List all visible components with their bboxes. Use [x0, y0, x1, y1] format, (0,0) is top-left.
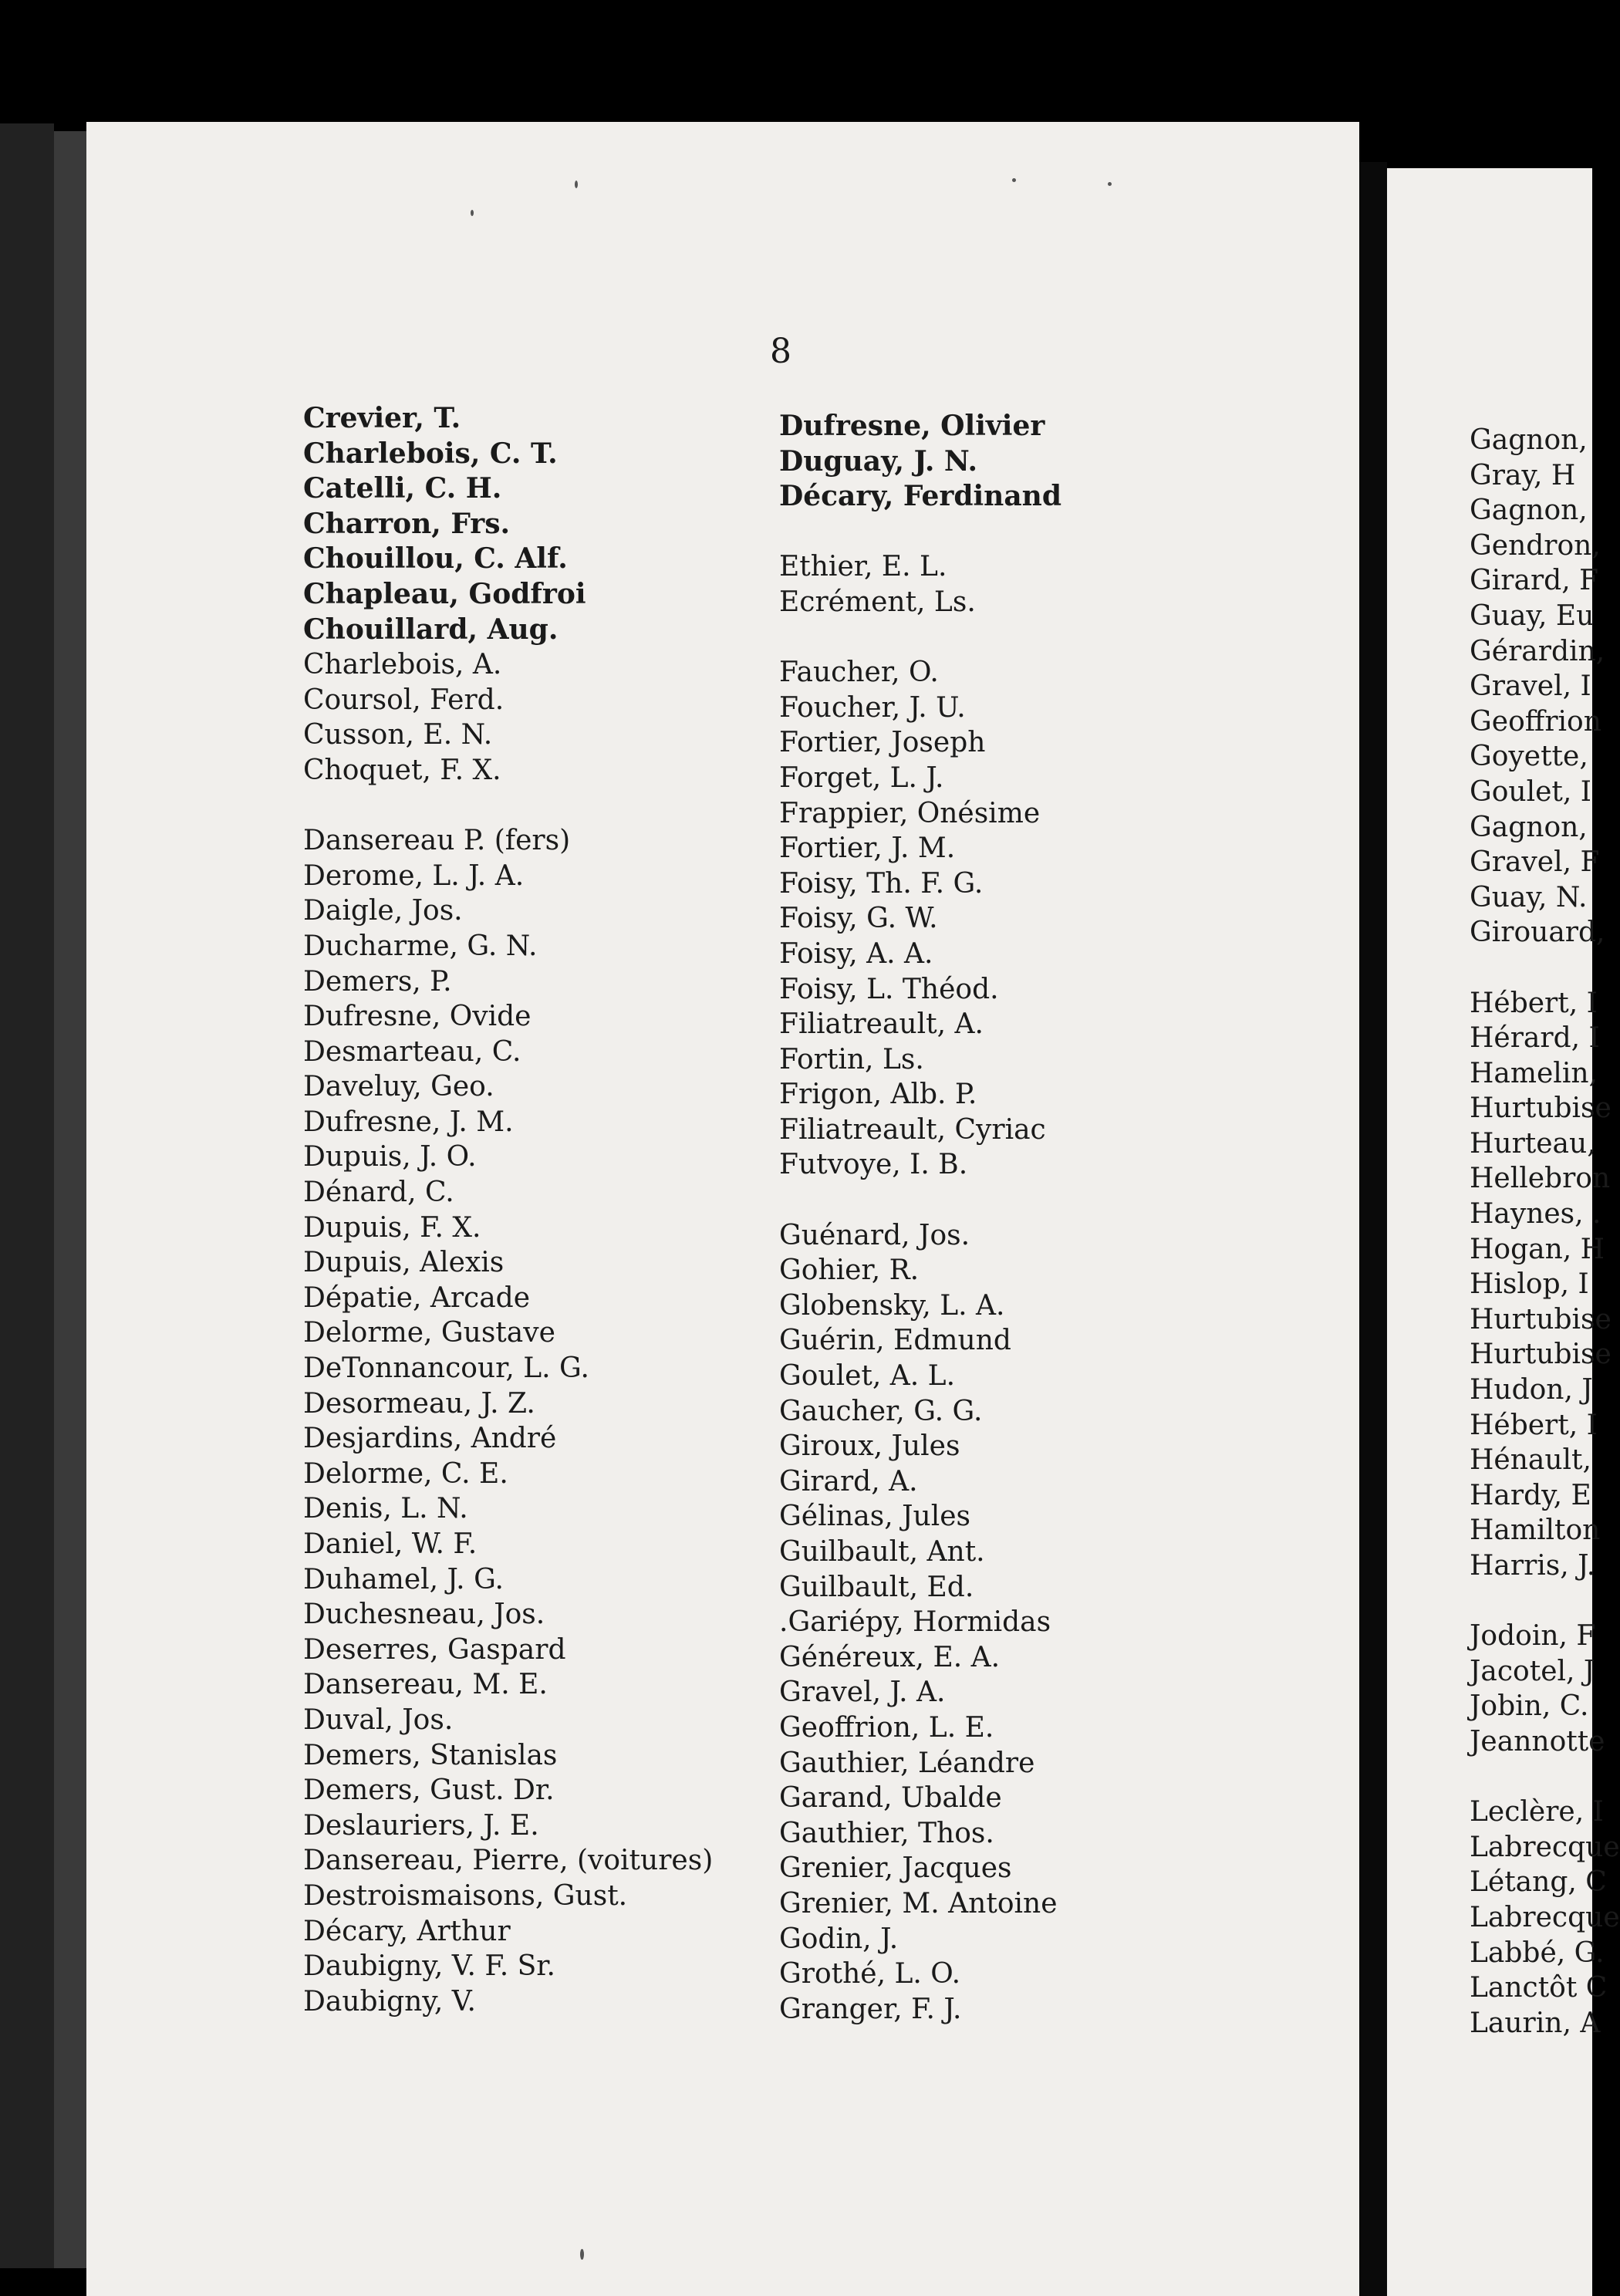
- name-entry: Décary, Ferdinand: [779, 480, 1062, 513]
- name-entry: Gendron,: [1470, 529, 1601, 562]
- name-entry: Duguay, J. N.: [779, 444, 978, 478]
- name-entry: Guénard, Jos.: [779, 1219, 970, 1251]
- name-entry: Gravel, F: [1470, 846, 1600, 879]
- name-entry: Desormeau, J. Z.: [303, 1387, 535, 1420]
- name-entry: Fortier, Joseph: [779, 727, 986, 759]
- name-entry: Dansereau, Pierre, (voitures): [303, 1845, 714, 1877]
- name-entry: Grenier, Jacques: [779, 1852, 1012, 1885]
- paper-speck: [1108, 182, 1112, 186]
- name-entry: Dufresne, J. M.: [303, 1106, 514, 1138]
- name-entry: Hurtubise: [1470, 1303, 1612, 1335]
- group-spacer: [779, 1183, 1061, 1218]
- name-entry: Gagnon,: [1470, 495, 1588, 527]
- group-spacer: [1470, 1584, 1620, 1619]
- group-spacer: [779, 620, 1061, 656]
- name-entry: Granger, F. J.: [779, 1993, 962, 2025]
- name-entry: Dépatie, Arcade: [303, 1281, 531, 1314]
- name-entry: Gaucher, G. G.: [779, 1395, 983, 1427]
- name-entry: Delorme, Gustave: [303, 1317, 555, 1349]
- name-entry: Futvoye, I. B.: [779, 1149, 968, 1181]
- name-entry: Desjardins, André: [303, 1423, 557, 1455]
- name-entry: Hamelin,: [1470, 1057, 1598, 1089]
- name-entry: Foisy, L. Théod.: [779, 973, 999, 1005]
- name-entry: Labrecque: [1470, 1901, 1620, 1933]
- page-number: 8: [770, 332, 791, 371]
- name-entry: Demers, Stanislas: [303, 1739, 558, 1771]
- name-entry: Dupuis, Alexis: [303, 1247, 505, 1279]
- name-entry: Girouard,: [1470, 917, 1605, 949]
- group-spacer: [303, 788, 713, 824]
- paper-speck: [580, 2249, 584, 2260]
- left-page: [86, 122, 1359, 2296]
- name-entry: Denis, L. N.: [303, 1493, 468, 1525]
- name-entry: Hurteau,: [1470, 1127, 1596, 1160]
- name-entry: Deserres, Gaspard: [303, 1633, 566, 1666]
- name-entry: Goulet, I: [1470, 775, 1592, 808]
- name-entry: Gravel, I: [1470, 670, 1591, 703]
- name-entry: Fortin, Ls.: [779, 1043, 924, 1075]
- name-entry: Ducharme, G. N.: [303, 930, 538, 962]
- name-entry: Geoffrion, L. E.: [779, 1711, 994, 1744]
- name-entry: Demers, Gust. Dr.: [303, 1774, 555, 1807]
- name-entry: Charron, Frs.: [303, 507, 511, 540]
- name-entry: Foisy, A. A.: [779, 937, 933, 970]
- paper-speck: [575, 181, 578, 188]
- name-entry: Catelli, C. H.: [303, 472, 502, 505]
- name-entry: Hamilton: [1470, 1514, 1601, 1547]
- name-entry: Lanctôt C: [1470, 1972, 1608, 2004]
- name-entry: Dufresne, Olivier: [779, 410, 1045, 442]
- name-entry: Coursol, Ferd.: [303, 684, 505, 716]
- group-spacer: [1470, 1760, 1620, 1795]
- name-entry: Laurin, A: [1470, 2007, 1601, 2039]
- name-entry: Hénault,: [1470, 1444, 1591, 1477]
- name-entry: Fortier, J. M.: [779, 832, 956, 865]
- name-entry: Chouillou, C. Alf.: [303, 542, 568, 576]
- name-entry: Filiatreault, A.: [779, 1008, 984, 1041]
- name-entry: Geoffrion: [1470, 705, 1601, 738]
- page-gutter: [1359, 162, 1387, 2296]
- name-column-c: [1470, 423, 1620, 2041]
- name-entry: Daubigny, V. F. Sr.: [303, 1950, 555, 1983]
- group-spacer: [1470, 950, 1620, 986]
- name-entry: .Gariépy, Hormidas: [779, 1606, 1051, 1639]
- name-entry: Chapleau, Godfroi: [303, 577, 586, 610]
- name-entry: Demers, P.: [303, 965, 452, 998]
- name-entry: Frigon, Alb. P.: [779, 1079, 977, 1111]
- name-entry: Hislop, I: [1470, 1268, 1589, 1301]
- name-entry: Garand, Ubalde: [779, 1782, 1002, 1815]
- name-entry: Hurtubise: [1470, 1092, 1612, 1125]
- name-entry: Foisy, G. W.: [779, 903, 938, 935]
- name-entry: Décary, Arthur: [303, 1915, 511, 1947]
- name-entry: Daveluy, Geo.: [303, 1071, 494, 1103]
- name-entry: Goyette,: [1470, 741, 1588, 773]
- name-entry: Jeannotte: [1470, 1725, 1605, 1757]
- name-entry: Guérin, Edmund: [779, 1325, 1011, 1357]
- name-entry: Gérardin,: [1470, 635, 1605, 667]
- name-entry: Létang, C: [1470, 1866, 1607, 1899]
- name-entry: Dufresne, Ovide: [303, 1001, 532, 1033]
- name-entry: Daubigny, V.: [303, 1985, 476, 2017]
- name-entry: Jodoin, F: [1470, 1620, 1596, 1653]
- name-entry: Jobin, C.: [1470, 1690, 1589, 1723]
- group-spacer: [779, 515, 1061, 550]
- name-entry: DeTonnancour, L. G.: [303, 1352, 589, 1385]
- name-entry: Foucher, J. U.: [779, 691, 966, 724]
- name-entry: Guay, Eu: [1470, 599, 1595, 632]
- name-entry: Gagnon,: [1470, 811, 1588, 843]
- name-entry: Duval, Jos.: [303, 1703, 454, 1736]
- name-entry: Hogan, H: [1470, 1233, 1605, 1265]
- name-entry: Girard, F: [1470, 565, 1599, 597]
- book-edge: [0, 123, 54, 2268]
- book-spine: [54, 131, 86, 2268]
- name-column-a: [303, 401, 713, 2019]
- name-entry: Guay, N.: [1470, 881, 1588, 913]
- name-entry: Ethier, E. L.: [779, 551, 947, 583]
- name-entry: Labbé, G.: [1470, 1936, 1605, 1969]
- name-entry: Charlebois, C. T.: [303, 437, 558, 470]
- name-entry: Hébert, I: [1470, 1409, 1598, 1441]
- paper-speck: [471, 210, 474, 216]
- name-entry: Ecrément, Ls.: [779, 586, 976, 618]
- name-entry: Cusson, E. N.: [303, 719, 493, 751]
- name-entry: Dénard, C.: [303, 1177, 454, 1209]
- name-entry: Gohier, R.: [779, 1254, 920, 1287]
- name-entry: Hudon, J: [1470, 1374, 1593, 1406]
- name-entry: Gravel, J. A.: [779, 1676, 946, 1709]
- name-entry: Chouillard, Aug.: [303, 613, 559, 646]
- name-entry: Hardy, E: [1470, 1479, 1591, 1511]
- name-entry: Foisy, Th. F. G.: [779, 867, 984, 900]
- name-entry: Duhamel, J. G.: [303, 1563, 504, 1595]
- name-entry: Forget, L. J.: [779, 761, 944, 794]
- paper-speck: [1012, 178, 1016, 182]
- name-entry: Frappier, Onésime: [779, 797, 1041, 829]
- name-column-b: [779, 409, 1061, 2027]
- name-entry: Leclère, I: [1470, 1796, 1604, 1828]
- name-entry: Daigle, Jos.: [303, 895, 463, 927]
- name-entry: Haynes, .: [1470, 1198, 1601, 1231]
- name-entry: Dansereau P. (fers): [303, 825, 571, 857]
- name-entry: Delorme, C. E.: [303, 1457, 508, 1490]
- name-entry: Généreux, E. A.: [779, 1641, 1001, 1673]
- name-entry: Filiatreault, Cyriac: [779, 1113, 1046, 1146]
- name-entry: Goulet, A. L.: [779, 1360, 956, 1393]
- name-entry: Gray, H: [1470, 459, 1576, 491]
- name-entry: Faucher, O.: [779, 657, 939, 689]
- name-entry: Gauthier, Léandre: [779, 1747, 1035, 1779]
- name-entry: Girard, A.: [779, 1465, 918, 1497]
- name-entry: Choquet, F. X.: [303, 754, 501, 786]
- name-entry: Grenier, M. Antoine: [779, 1887, 1058, 1920]
- name-entry: Daniel, W. F.: [303, 1528, 478, 1560]
- name-entry: Hérard, I: [1470, 1022, 1600, 1055]
- name-entry: Gagnon,: [1470, 424, 1588, 456]
- name-entry: Charlebois, A.: [303, 649, 502, 681]
- name-entry: Destroismaisons, Gust.: [303, 1879, 628, 1912]
- name-entry: Hellebron: [1470, 1163, 1611, 1195]
- name-entry: Duchesneau, Jos.: [303, 1599, 545, 1631]
- name-entry: Dupuis, F. X.: [303, 1211, 481, 1244]
- name-entry: Desmarteau, C.: [303, 1035, 521, 1068]
- name-entry: Hébert, I: [1470, 987, 1598, 1019]
- name-entry: Labrecque: [1470, 1831, 1620, 1863]
- name-entry: Jacotel, J: [1470, 1655, 1595, 1687]
- name-entry: Giroux, Jules: [779, 1430, 960, 1463]
- name-entry: Dansereau, M. E.: [303, 1669, 548, 1701]
- name-entry: Harris, J.: [1470, 1550, 1596, 1582]
- name-entry: Gauthier, Thos.: [779, 1817, 994, 1849]
- name-entry: Derome, L. J. A.: [303, 859, 525, 892]
- name-entry: Globensky, L. A.: [779, 1289, 1005, 1322]
- name-entry: Godin, J.: [779, 1923, 899, 1955]
- name-entry: Deslauriers, J. E.: [303, 1809, 539, 1842]
- name-entry: Guilbault, Ed.: [779, 1571, 974, 1603]
- name-entry: Dupuis, J. O.: [303, 1141, 477, 1173]
- name-entry: Gélinas, Jules: [779, 1501, 971, 1533]
- name-entry: Crevier, T.: [303, 402, 461, 434]
- name-entry: Guilbault, Ant.: [779, 1536, 985, 1568]
- name-entry: Grothé, L. O.: [779, 1958, 961, 1990]
- name-entry: Hurtubise: [1470, 1339, 1612, 1371]
